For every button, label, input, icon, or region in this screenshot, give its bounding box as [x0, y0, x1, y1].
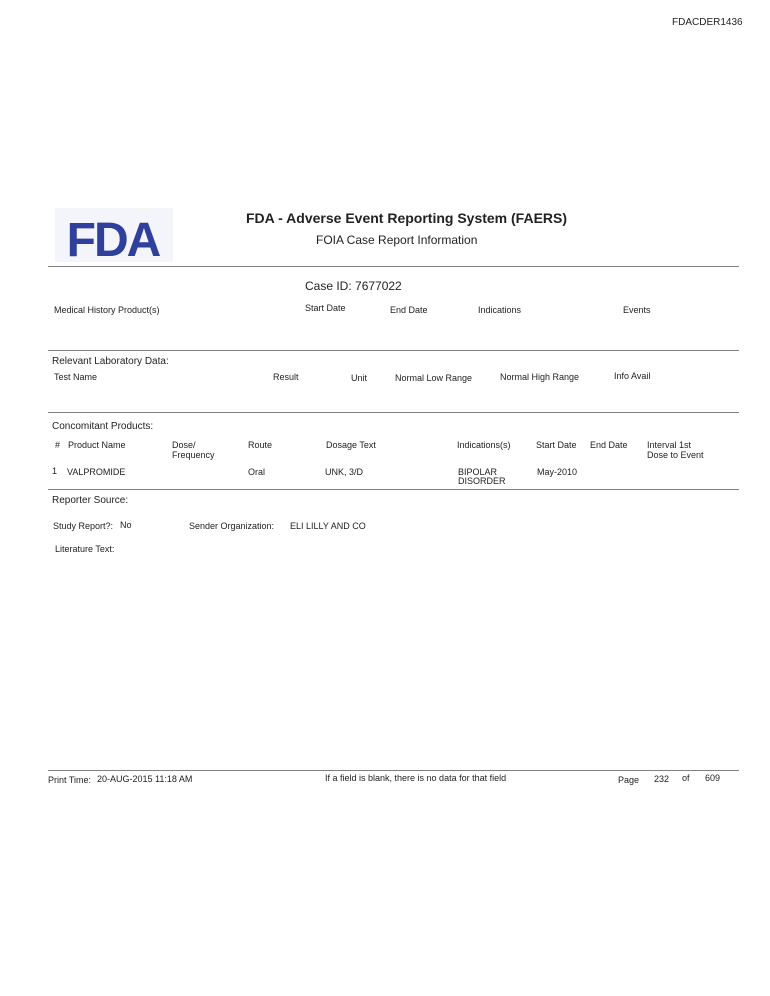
header-divider	[48, 266, 739, 267]
col-mh-start-date: Start Date	[305, 303, 346, 313]
col-medical-history-product: Medical History Product(s)	[54, 305, 160, 315]
case-id: Case ID: 7677022	[305, 279, 402, 293]
col-mh-indications: Indications	[478, 305, 522, 315]
table-row-route: Oral	[248, 467, 266, 477]
table-row-indication-line1: BIPOLAR	[458, 467, 498, 477]
print-time-label: Print Time:	[48, 775, 92, 785]
study-report-value: No	[120, 520, 132, 530]
col-test-name: Test Name	[54, 372, 98, 382]
page-of-label: of	[682, 773, 690, 783]
col-interval-line1: Interval 1st	[647, 440, 692, 450]
col-dose-frequency-line1: Dose/	[172, 440, 196, 450]
table-row-number: 1	[52, 466, 58, 476]
fda-logo-icon	[55, 208, 173, 262]
literature-text-label: Literature Text:	[55, 544, 115, 554]
fda-logo-text: FDA	[66, 214, 160, 262]
section-divider	[48, 489, 739, 490]
col-normal-high-range: Normal High Range	[500, 372, 580, 382]
col-unit: Unit	[351, 373, 368, 383]
concomitant-section-title: Concomitant Products:	[52, 421, 154, 432]
sender-organization-label: Sender Organization:	[189, 521, 275, 531]
col-start-date: Start Date	[536, 440, 577, 450]
footer-divider	[48, 770, 739, 771]
page-label: Page	[618, 775, 640, 785]
col-indications: Indications(s)	[457, 440, 511, 450]
table-row-dosage-text: UNK, 3/D	[325, 467, 364, 477]
col-number: #	[55, 440, 61, 450]
table-row-start-date: May-2010	[537, 467, 578, 477]
col-mh-events: Events	[623, 305, 651, 315]
table-row-indication-line2: DISORDER	[458, 476, 506, 486]
fda-logo	[55, 208, 173, 262]
study-report-label: Study Report?:	[53, 521, 114, 531]
col-interval-line2: Dose to Event	[647, 450, 704, 460]
col-end-date: End Date	[590, 440, 628, 450]
page-number: 232	[654, 774, 670, 784]
total-pages: 609	[705, 773, 721, 783]
col-normal-low-range: Normal Low Range	[395, 373, 473, 383]
document-id: FDACDER1436	[672, 17, 743, 28]
col-result: Result	[273, 372, 299, 382]
section-divider	[48, 350, 739, 351]
reporter-section-title: Reporter Source:	[52, 495, 129, 506]
col-dose-frequency-line2: Frequency	[172, 450, 215, 460]
section-divider	[48, 412, 739, 413]
blank-field-note: If a field is blank, there is no data for that field	[325, 773, 507, 783]
page-subtitle: FOIA Case Report Information	[316, 233, 478, 247]
col-dosage-text: Dosage Text	[326, 440, 376, 450]
print-time-value: 20-AUG-2015 11:18 AM	[97, 774, 193, 784]
col-product-name: Product Name	[68, 440, 126, 450]
col-mh-end-date: End Date	[390, 305, 428, 315]
col-info-avail: Info Avail	[614, 371, 651, 381]
lab-data-section-title: Relevant Laboratory Data:	[52, 356, 169, 367]
col-route: Route	[248, 440, 273, 450]
sender-organization-value: ELI LILLY AND CO	[290, 521, 366, 531]
page-title: FDA - Adverse Event Reporting System (FAERS)	[246, 210, 568, 226]
table-row-product: VALPROMIDE	[67, 467, 126, 477]
